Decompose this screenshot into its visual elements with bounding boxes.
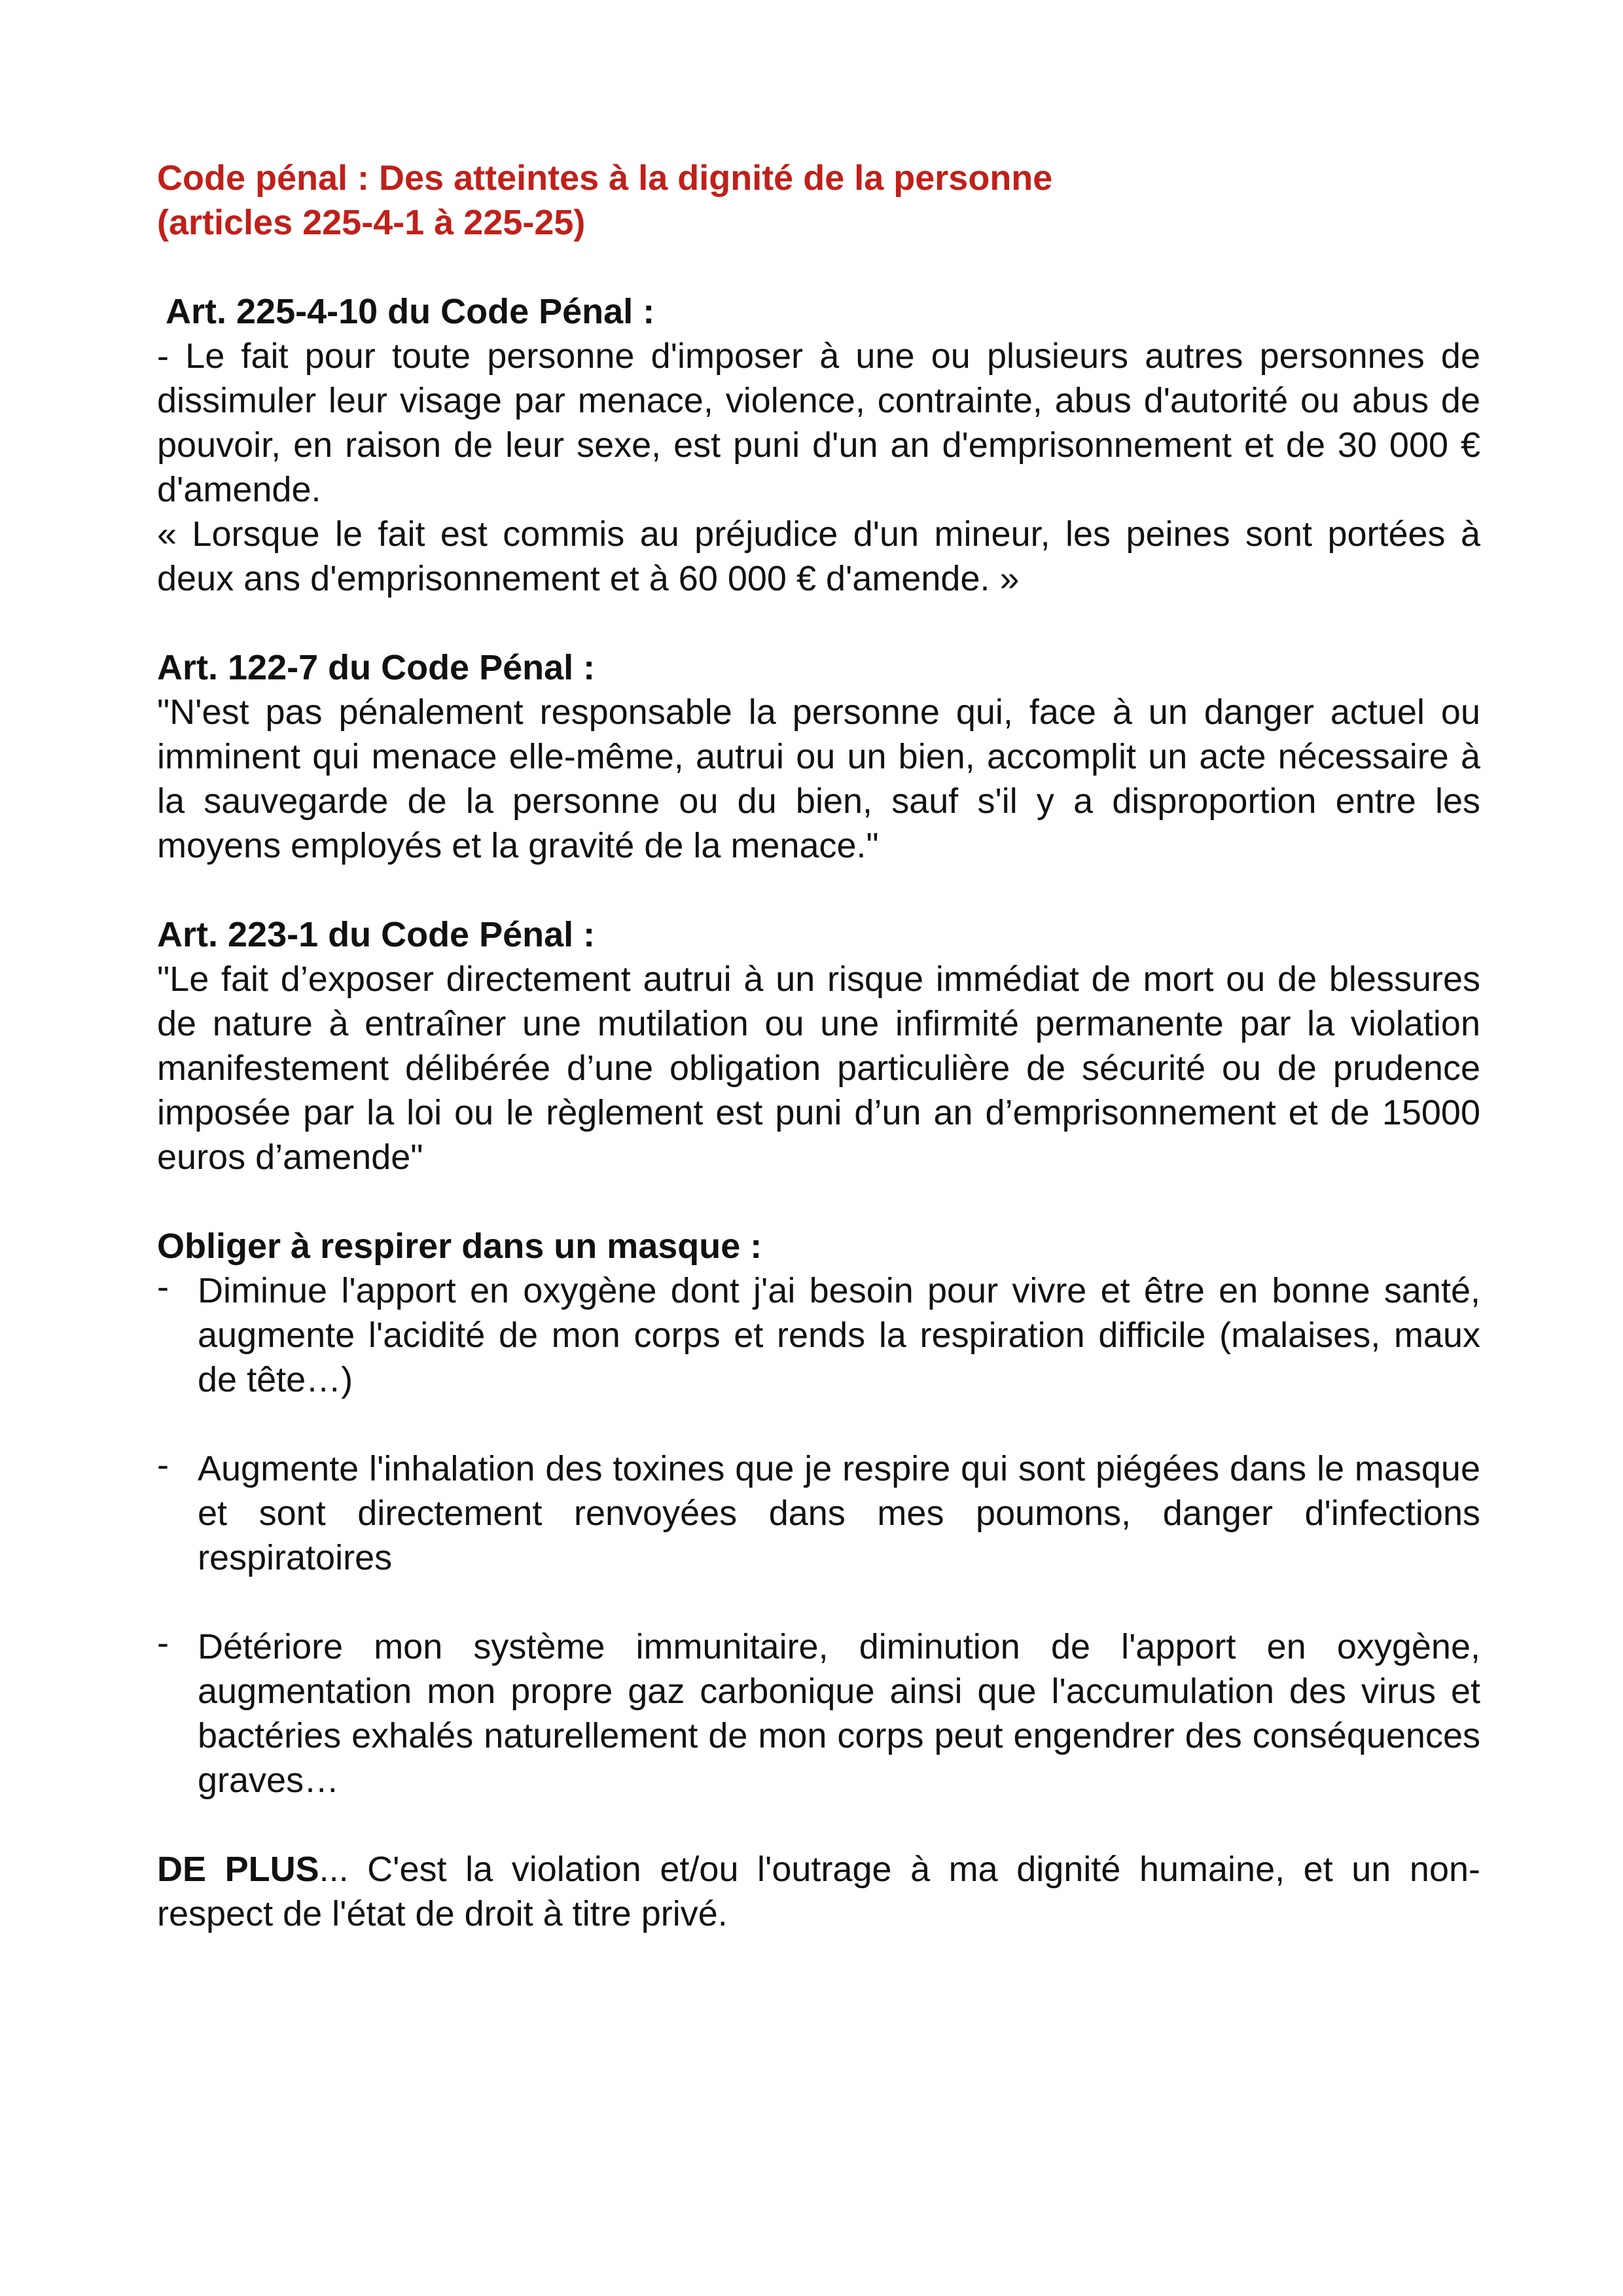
article-225-4-10-text: - Le fait pour toute personne d'imposer à une ou plusieurs autres personnes de dissimuler leur visage par menace, violence, contrainte, abus d'autorité ou abus de pouvoir, en raison de leur sexe, est puni d'un an d'emprisonnement et de 30 000 € d'amende. [157, 336, 1480, 509]
article-223-1-heading: Art. 223-1 du Code Pénal : [157, 915, 596, 954]
article-223-1 [157, 912, 1480, 1179]
mask-section [157, 1224, 1480, 1803]
conclusion [157, 1847, 1480, 1936]
article-225-4-10 [157, 289, 1480, 601]
title-line-1: Code pénal : Des atteintes à la dignité de la personne [157, 158, 1053, 198]
conclusion-text [157, 1847, 1480, 1936]
mask-section-heading: Obliger à respirer dans un masque : [157, 1227, 762, 1266]
document-title [157, 156, 1480, 245]
list-item-text: Augmente l'inhalation des toxines que je respire qui sont piégées dans le masque et sont directement renvoyées dans mes poumons, danger d'infections respiratoires [198, 1449, 1480, 1577]
article-122-7-text: "N'est pas pénalement responsable la personne qui, face à un danger actuel ou imminent qui menace elle-même, autrui ou un bien, accomplit un acte nécessaire à la sauvegarde de la personne ou du bien, sauf s'il y a disproportion entre les moyens employés et la gravité de la menace." [157, 692, 1480, 865]
document-page [157, 156, 1480, 1936]
article-122-7 [157, 645, 1480, 868]
article-225-4-10-heading: Art. 225-4-10 du Code Pénal : [157, 292, 655, 331]
dash-bullet-icon: - [157, 1623, 169, 1662]
list-item [157, 1624, 1480, 1803]
title-line-2: (articles 225-4-1 à 225-25) [157, 203, 586, 242]
article-223-1-text: "Le fait d’exposer directement autrui à un risque immédiat de mort ou de blessures de nature à entraîner une mutilation ou une infirmité permanente par la violation manifestement délibérée d’une obligation particulière de sécurité ou de prudence imposée par la loi ou le règlement est puni d’un an d’emprisonnement et de 15000 euros d’amende" [157, 960, 1480, 1177]
list-item [157, 1268, 1480, 1402]
article-225-4-10-minor-text: « Lorsque le fait est commis au préjudice d'un mineur, les peines sont portées à deux ans d'emprisonnement et à 60 000 € d'amende. » [157, 514, 1480, 598]
article-122-7-heading: Art. 122-7 du Code Pénal : [157, 648, 596, 687]
conclusion-rest: ... C'est la violation et/ou l'outrage à ma dignité humaine, et un non-respect de l'état de droit à titre privé. [157, 1850, 1480, 1933]
list-item [157, 1446, 1480, 1580]
list-item-text: Diminue l'apport en oxygène dont j'ai besoin pour vivre et être en bonne santé, augmente l'acidité de mon corps et rends la respiration difficile (malaises, maux de tête…) [198, 1271, 1480, 1399]
mask-effects-list [157, 1268, 1480, 1803]
dash-bullet-icon: - [157, 1445, 169, 1484]
list-item-text: Détériore mon système immunitaire, diminution de l'apport en oxygène, augmentation mon propre gaz carbonique ainsi que l'accumulation des virus et bactéries exhalés naturellement de mon corps peut engendrer des conséquences graves… [198, 1627, 1480, 1800]
conclusion-bold-lead: DE PLUS [157, 1850, 319, 1889]
dash-bullet-icon: - [157, 1267, 169, 1306]
